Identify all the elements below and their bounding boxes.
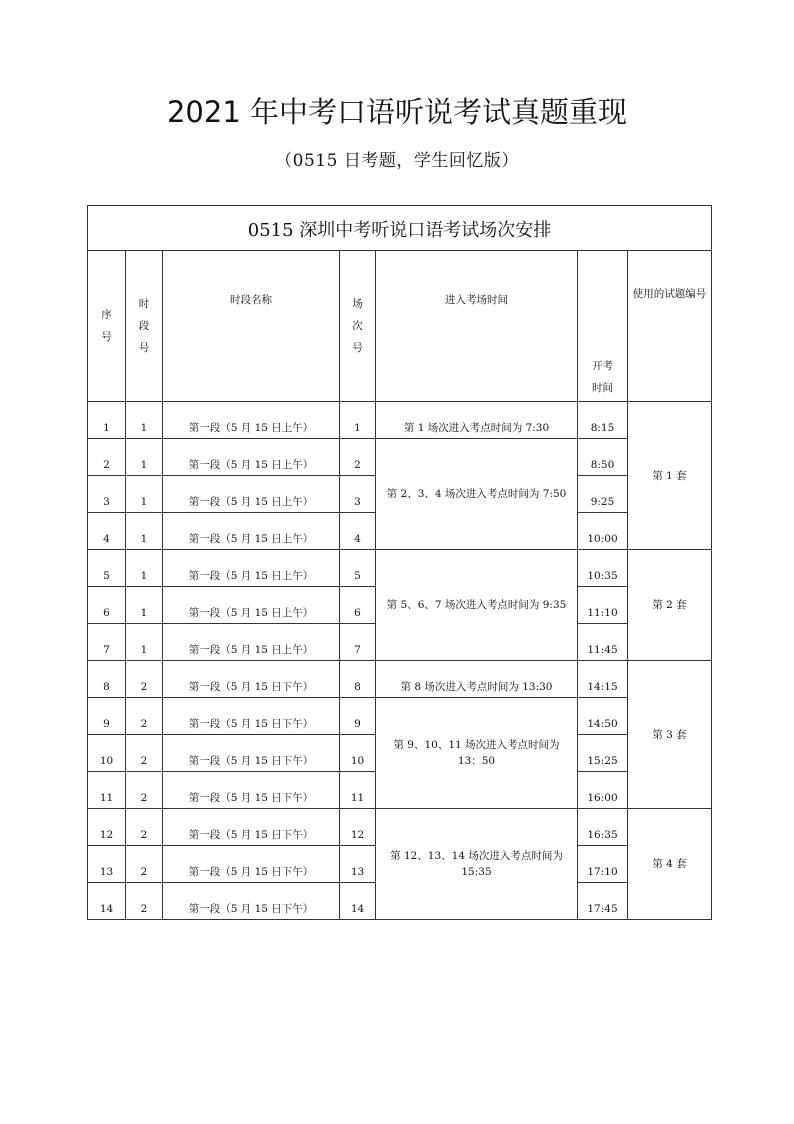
header-period-no (126, 251, 163, 402)
table-row (88, 550, 712, 587)
cell-seq: 11 (88, 772, 126, 809)
cell-start-time: 14:15 (578, 661, 628, 698)
cell-period-name: 第一段（5 月 15 日上午） (163, 624, 340, 661)
header-session-no (340, 251, 376, 402)
table-caption-row (88, 206, 712, 251)
cell-period-name: 第一段（5 月 15 日下午） (163, 883, 340, 920)
header-session-no-label: 场次号 (352, 298, 363, 354)
cell-period-name: 第一段（5 月 15 日下午） (163, 772, 340, 809)
cell-period-name: 第一段（5 月 15 日上午） (163, 550, 340, 587)
cell-start-time: 15:25 (578, 735, 628, 772)
cell-period: 2 (126, 661, 163, 698)
cell-session: 10 (340, 735, 376, 772)
table-row (88, 698, 712, 735)
entry-time-text: 第 9、10、11 场次进入考点时间为 13：50 (393, 739, 560, 767)
entry-time-text: 第 12、13、14 场次进入考点时间为 15:35 (390, 850, 563, 878)
cell-session: 3 (340, 476, 376, 513)
cell-start-time: 8:50 (578, 439, 628, 476)
cell-start-time: 16:35 (578, 809, 628, 846)
cell-period: 2 (126, 809, 163, 846)
cell-period-name: 第一段（5 月 15 日上午） (163, 513, 340, 550)
cell-period: 2 (126, 698, 163, 735)
cell-entry-time: 第 1 场次进入考点时间为 7:30 (376, 402, 578, 439)
cell-session: 6 (340, 587, 376, 624)
cell-session: 14 (340, 883, 376, 920)
cell-seq: 6 (88, 587, 126, 624)
cell-period-name: 第一段（5 月 15 日下午） (163, 809, 340, 846)
cell-seq: 2 (88, 439, 126, 476)
cell-period-name: 第一段（5 月 15 日下午） (163, 698, 340, 735)
cell-seq: 7 (88, 624, 126, 661)
table-row (88, 661, 712, 698)
cell-entry-time: 第 8 场次进入考点时间为 13:30 (376, 661, 578, 698)
cell-seq: 8 (88, 661, 126, 698)
table-row (88, 402, 712, 439)
header-period-no-label: 时段号 (138, 298, 150, 354)
table-header-row (88, 251, 712, 402)
cell-seq: 5 (88, 550, 126, 587)
cell-seq: 1 (88, 402, 126, 439)
cell-start-time: 10:00 (578, 513, 628, 550)
cell-period: 2 (126, 735, 163, 772)
cell-seq: 13 (88, 846, 126, 883)
cell-session: 13 (340, 846, 376, 883)
cell-period-name: 第一段（5 月 15 日上午） (163, 587, 340, 624)
header-entry-time: 进入考场时间 (376, 251, 578, 402)
page-title: 2021 年中考口语听说考试真题重现 (166, 95, 628, 129)
cell-session: 7 (340, 624, 376, 661)
header-start-time (578, 251, 628, 402)
cell-paper-set: 第 1 套 (628, 402, 712, 550)
header-seq-label: 序号 (101, 309, 112, 343)
cell-period-name: 第一段（5 月 15 日下午） (163, 846, 340, 883)
cell-period: 1 (126, 402, 163, 439)
cell-period: 1 (126, 439, 163, 476)
cell-start-time: 9:25 (578, 476, 628, 513)
cell-start-time: 11:45 (578, 624, 628, 661)
header-seq (88, 251, 126, 402)
cell-seq: 3 (88, 476, 126, 513)
cell-period: 1 (126, 476, 163, 513)
cell-session: 11 (340, 772, 376, 809)
cell-period: 1 (126, 513, 163, 550)
cell-entry-time (376, 809, 578, 920)
cell-period-name: 第一段（5 月 15 日上午） (163, 402, 340, 439)
cell-start-time: 11:10 (578, 587, 628, 624)
cell-start-time: 8:15 (578, 402, 628, 439)
table-caption: 0515 深圳中考听说口语考试场次安排 (88, 206, 712, 251)
cell-start-time: 14:50 (578, 698, 628, 735)
cell-period: 2 (126, 772, 163, 809)
cell-seq: 10 (88, 735, 126, 772)
cell-session: 2 (340, 439, 376, 476)
cell-entry-time: 第 2、3、4 场次进入考点时间为 7:50 (376, 439, 578, 550)
cell-period-name: 第一段（5 月 15 日下午） (163, 661, 340, 698)
cell-period: 1 (126, 550, 163, 587)
schedule-table (87, 205, 712, 920)
cell-session: 1 (340, 402, 376, 439)
cell-period: 2 (126, 883, 163, 920)
table-row (88, 439, 712, 476)
header-paper-set: 使用的试题编号 (628, 251, 712, 402)
cell-seq: 14 (88, 883, 126, 920)
cell-paper-set: 第 2 套 (628, 550, 712, 661)
cell-session: 5 (340, 550, 376, 587)
cell-seq: 4 (88, 513, 126, 550)
cell-start-time: 10:35 (578, 550, 628, 587)
page-subtitle: （0515 日考题，学生回忆版） (275, 151, 519, 171)
header-period-name: 时段名称 (163, 251, 340, 402)
cell-session: 4 (340, 513, 376, 550)
cell-session: 12 (340, 809, 376, 846)
cell-start-time: 17:45 (578, 883, 628, 920)
cell-start-time: 16:00 (578, 772, 628, 809)
cell-period: 2 (126, 846, 163, 883)
cell-seq: 12 (88, 809, 126, 846)
cell-period: 1 (126, 587, 163, 624)
cell-paper-set: 第 3 套 (628, 661, 712, 809)
cell-period-name: 第一段（5 月 15 日下午） (163, 735, 340, 772)
cell-period-name: 第一段（5 月 15 日上午） (163, 439, 340, 476)
cell-start-time: 17:10 (578, 846, 628, 883)
cell-entry-time (376, 698, 578, 809)
cell-entry-time: 第 5、6、7 场次进入考点时间为 9:35 (376, 550, 578, 661)
cell-session: 9 (340, 698, 376, 735)
cell-seq: 9 (88, 698, 126, 735)
header-start-time-label: 开考时间 (592, 360, 613, 394)
cell-period-name: 第一段（5 月 15 日上午） (163, 476, 340, 513)
cell-period: 1 (126, 624, 163, 661)
cell-paper-set: 第 4 套 (628, 809, 712, 920)
cell-session: 8 (340, 661, 376, 698)
table-row (88, 809, 712, 846)
